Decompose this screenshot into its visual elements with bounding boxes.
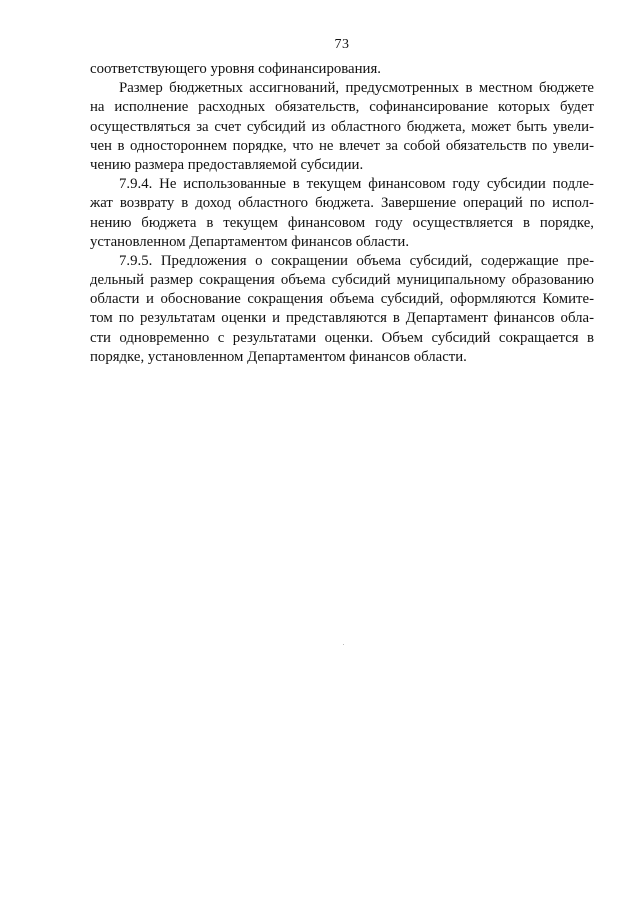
scan-speck [343,644,344,645]
text-line: порядке, установленном Департаментом финансов области. [90,348,467,365]
paragraph-7-9-4 [90,175,594,252]
text-line: области и обоснование сокращения объема субсидий, оформляются Комите- [90,291,594,308]
paragraph-continuation [90,60,594,79]
text-line: Размер бюджетных ассигнований, предусмотренных в местном бюджете [119,80,594,97]
paragraph-7-9-5 [90,252,594,367]
text-line: установленном Департаментом финансов области. [90,233,410,250]
text-line: 7.9.5. Предложения о сокращении объема субсидий, содержащие пре- [119,252,594,269]
text-line: нению бюджета в текущем финансовом году осуществляется в порядке, [90,214,594,231]
text-line: дельный размер сокращения объема субсидий муниципальному образованию [90,272,594,289]
page-number: 73 [334,37,350,52]
text-line: 7.9.4. Не использованные в текущем финансовом году субсидии подле- [119,176,594,193]
text-line: сти одновременно с результатами оценки. Объем субсидий сокращается в [90,329,594,346]
paragraph-budget-allocations [90,79,594,175]
text-line: том по результатам оценки и представляются в Департамент финансов обла- [90,310,594,327]
text-line: жат возврату в доход областного бюджета. Завершение операций по испол- [90,195,594,212]
text-line: чен в одностороннем порядке, что не влечет за собой обязательств по увели- [90,137,594,154]
document-body [90,60,594,367]
text-line: осуществляться за счет субсидий из областного бюджета, может быть увели- [90,118,594,135]
text-line: соответствующего уровня софинансирования. [90,61,381,77]
text-line: на исполнение расходных обязательств, софинансирование которых будет [90,99,594,116]
text-line: чению размера предоставляемой субсидии. [90,156,364,173]
